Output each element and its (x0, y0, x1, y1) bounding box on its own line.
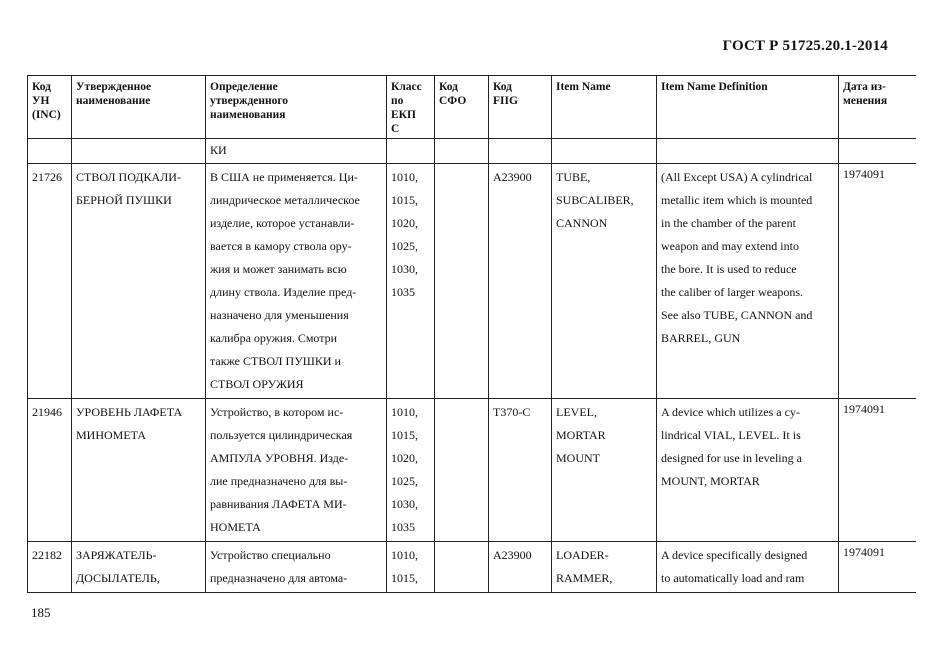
cell-text-line: LEVEL, (556, 405, 597, 419)
cell-class (387, 542, 435, 593)
header-text-line: Item Name Definition (661, 81, 768, 93)
cell-text-line: 1010, (391, 405, 418, 419)
cell-text: 22182 (32, 548, 62, 562)
cell-inc (28, 542, 72, 593)
cell-definition (206, 164, 387, 399)
cell-text-line: предназначено для автома- (210, 571, 348, 585)
cell-empty (435, 139, 489, 164)
cell-text-line: 1030, (391, 497, 418, 511)
header-approved-name (72, 76, 206, 139)
cell-text-line: изделие, которое устанавли- (210, 216, 355, 230)
cell-text-line: лие предназначено для вы- (210, 474, 348, 488)
cell-definition (206, 542, 387, 593)
cell-sfo (435, 164, 489, 399)
cell-text: A23900 (493, 170, 532, 184)
cell-item-name (552, 399, 657, 542)
table-row (28, 542, 917, 593)
header-sfo (435, 76, 489, 139)
cell-text-line: МИНОМЕТА (76, 428, 147, 442)
document-code: ГОСТ Р 51725.20.1-2014 (722, 38, 888, 54)
cell-text-line: 1015, (391, 193, 418, 207)
cell-text-line: В США не применяется. Ци- (210, 170, 358, 184)
cell-definition (206, 399, 387, 542)
cell-item-name-definition (657, 399, 839, 542)
cell-text-line: See also TUBE, CANNON and (661, 308, 813, 322)
catalog-table (27, 75, 916, 593)
header-text-line: Код (439, 81, 459, 93)
cell-empty (28, 139, 72, 164)
header-text-line: Дата из- (843, 81, 886, 93)
header-text-line: УН (32, 95, 50, 107)
header-class (387, 76, 435, 139)
cell-text-line: weapon and may extend into (661, 239, 799, 253)
cell-change-date (839, 164, 917, 399)
cell-text-line: BARREL, GUN (661, 331, 741, 345)
cell-text-line: также СТВОЛ ПУШКИ и (210, 354, 341, 368)
header-text-line: по (391, 95, 404, 107)
header-text-line: утвержденного (210, 95, 289, 107)
cell-text-line: the caliber of larger weapons. (661, 285, 804, 299)
cell-item-name-definition (657, 542, 839, 593)
cell-text-line: LOADER- (556, 548, 609, 562)
header-text-line: Класс (391, 81, 422, 93)
header-inc (28, 76, 72, 139)
cell-text-line: 1010, (391, 548, 418, 562)
header-text-line: Код (493, 81, 513, 93)
cell-sfo (435, 399, 489, 542)
cell-text-line: АМПУЛА УРОВНЯ. Изде- (210, 451, 349, 465)
cell-text-line: 1015, (391, 428, 418, 442)
cell-text-line: metallic item which is mounted (661, 193, 813, 207)
header-text-line: (INC) (32, 109, 61, 121)
cell-empty (72, 139, 206, 164)
cell-text-line: the bore. It is used to reduce (661, 262, 797, 276)
cell-item-name (552, 542, 657, 593)
header-text-line: менения (843, 95, 888, 107)
cell-text-line: RAMMER, (556, 571, 613, 585)
cell-text-line: 1020, (391, 216, 418, 230)
cell-approved-name (72, 164, 206, 399)
cell-inc (28, 164, 72, 399)
cell-text-line: линдрическое металлическое (210, 193, 360, 207)
cell-text-line: A device specifically designed (661, 548, 808, 562)
page-number: 185 (31, 605, 51, 620)
cell-class (387, 164, 435, 399)
cell-empty (657, 139, 839, 164)
header-text-line: Утвержденное (76, 81, 152, 93)
header-text-line: СФО (439, 95, 467, 107)
cell-text-line: 1015, (391, 571, 418, 585)
header-text-line: ЕКП (391, 109, 416, 121)
cell-sfo (435, 542, 489, 593)
cell-text: 1974091 (843, 167, 885, 181)
cell-class (387, 399, 435, 542)
cell-text-line: 1025, (391, 239, 418, 253)
cell-item-name-definition (657, 164, 839, 399)
header-text-line: Код (32, 81, 52, 93)
cell-text-line: CANNON (556, 216, 608, 230)
cell-fiig (489, 542, 552, 593)
table-row-continuation (28, 139, 917, 164)
cell-approved-name (72, 399, 206, 542)
header-text-line: Item Name (556, 81, 611, 93)
cell-text: 1974091 (843, 402, 885, 416)
table-row (28, 399, 917, 542)
cell-empty (839, 139, 917, 164)
table-row (28, 164, 917, 399)
header-item-name (552, 76, 657, 139)
cell-text: T370-C (493, 405, 531, 419)
cell-change-date (839, 542, 917, 593)
cell-text-line: Устройство, в котором ис- (210, 405, 344, 419)
header-text-line: наименования (210, 109, 286, 121)
cell-text: 1974091 (843, 545, 885, 559)
cell-text-line: ЗАРЯЖАТЕЛЬ- (76, 548, 157, 562)
cell-fiig (489, 399, 552, 542)
cell-text-line: lindrical VIAL, LEVEL. It is (661, 428, 801, 442)
header-text-line: Определение (210, 81, 278, 93)
header-item-name-definition (657, 76, 839, 139)
cell-item-name (552, 164, 657, 399)
cell-text: 21946 (32, 405, 62, 419)
cell-change-date (839, 399, 917, 542)
cell-text-line: 1035 (391, 520, 415, 534)
cell-text: A23900 (493, 548, 532, 562)
cell-text-line: 1030, (391, 262, 418, 276)
table-body (28, 139, 917, 593)
cell-text: 21726 (32, 170, 62, 184)
cell-text-line: ДОСЫЛАТЕЛЬ, (76, 571, 160, 585)
cell-text-line: Устройство специально (210, 548, 331, 562)
header-fiig (489, 76, 552, 139)
cell-empty (552, 139, 657, 164)
cell-text-line: УРОВЕНЬ ЛАФЕТА (76, 405, 183, 419)
cell-text-line: 1025, (391, 474, 418, 488)
cell-text-line: БЕРНОЙ ПУШКИ (76, 193, 172, 207)
cell-text-line: 1035 (391, 285, 415, 299)
cell-empty (489, 139, 552, 164)
cell-text-line: пользуется цилиндрическая (210, 428, 353, 442)
cell-text-line: designed for use in leveling a (661, 451, 802, 465)
cell-text-line: 1020, (391, 451, 418, 465)
cell-text-line: SUBCALIBER, (556, 193, 634, 207)
cell-text-line: to automatically load and ram (661, 571, 805, 585)
cell-text-line: TUBE, (556, 170, 591, 184)
cell-text: КИ (210, 143, 227, 157)
cell-text-line: MOUNT, MORTAR (661, 474, 760, 488)
cell-text-line: жия и может занимать всю (210, 262, 347, 276)
table-container (27, 75, 916, 595)
cell-text-line: in the chamber of the parent (661, 216, 796, 230)
cell-text-line: вается в камору ствола ору- (210, 239, 352, 253)
cell-fiig (489, 164, 552, 399)
cell-inc (28, 399, 72, 542)
cell-text-line: калибра оружия. Смотри (210, 331, 338, 345)
header-text-line: наименование (76, 95, 151, 107)
cell-approved-name (72, 542, 206, 593)
cell-text-line: A device which utilizes a cy- (661, 405, 800, 419)
cell-text-line: СТВОЛ ОРУЖИЯ (210, 377, 304, 391)
cell-definition (206, 139, 387, 164)
cell-text-line: НОМЕТА (210, 520, 261, 534)
cell-text-line: равнивания ЛАФЕТА МИ- (210, 497, 347, 511)
cell-text-line: MOUNT (556, 451, 600, 465)
cell-text-line: СТВОЛ ПОДКАЛИ- (76, 170, 181, 184)
header-text-line: FIIG (493, 95, 518, 107)
cell-empty (387, 139, 435, 164)
header-definition (206, 76, 387, 139)
cell-text-line: (All Except USA) A cylindrical (661, 170, 813, 184)
cell-text-line: назначено для уменьшения (210, 308, 349, 322)
header-row (28, 76, 917, 139)
cell-text-line: MORTAR (556, 428, 606, 442)
header-text-line: С (391, 123, 400, 135)
cell-text-line: 1010, (391, 170, 418, 184)
header-change-date (839, 76, 917, 139)
cell-text-line: длину ствола. Изделие пред- (210, 285, 357, 299)
